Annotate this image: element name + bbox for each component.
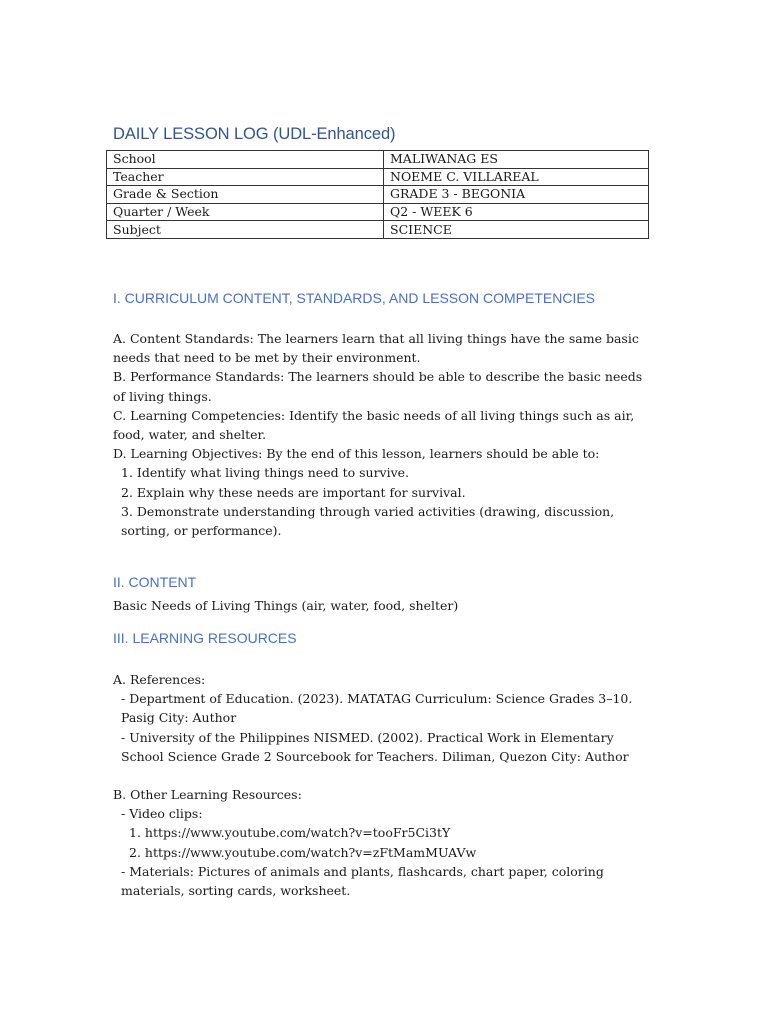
lesson-info-table: [106, 150, 649, 239]
video-link[interactable]: 1. https://www.youtube.com/watch?v=tooFr5Ci3tY: [129, 825, 451, 841]
table-row: [107, 221, 649, 239]
table-row: [107, 151, 649, 169]
learning-competencies-text: C. Learning Competencies: Identify the basic needs of all living things such as air, food, water, and shelter.: [113, 407, 635, 443]
info-label: Quarter / Week: [107, 203, 384, 221]
info-value: MALIWANAG ES: [384, 151, 649, 169]
video-link[interactable]: 2. https://www.youtube.com/watch?v=zFtMamMUAVw: [129, 844, 477, 860]
other-resources-block: [113, 785, 653, 900]
info-value: Q2 - WEEK 6: [384, 203, 649, 221]
info-label: Grade & Section: [107, 186, 384, 204]
learning-objectives-intro: D. Learning Objectives: By the end of this lesson, learners should be able to:: [113, 446, 600, 462]
content-section-body: [113, 596, 653, 615]
references-block: [113, 670, 653, 766]
info-value: GRADE 3 - BEGONIA: [384, 186, 649, 204]
table-row: [107, 203, 649, 221]
reference-item: - University of the Philippines NISMED. (2002). Practical Work in Elementary School Science Grade 2 Sourcebook for Teachers. Diliman, Quezon City: Author: [121, 729, 629, 764]
objective-item: 3. Demonstrate understanding through varied activities (drawing, discussion, sorting, or performance).: [121, 503, 615, 539]
other-resources-label: B. Other Learning Resources:: [113, 787, 302, 802]
document-title: DAILY LESSON LOG (UDL-Enhanced): [113, 125, 396, 143]
section-heading-learning-resources: III. LEARNING RESOURCES: [113, 630, 297, 646]
section-heading-content: II. CONTENT: [113, 574, 197, 590]
info-value: NOEME C. VILLAREAL: [384, 168, 649, 186]
info-label: Teacher: [107, 168, 384, 186]
table-row: [107, 186, 649, 204]
performance-standards-text: B. Performance Standards: The learners should be able to describe the basic needs of living things.: [113, 369, 643, 404]
materials-text: - Materials: Pictures of animals and plants, flashcards, chart paper, coloring materials, sorting cards, worksheet.: [121, 863, 604, 899]
curriculum-section-body: [113, 329, 653, 540]
info-label: School: [107, 151, 384, 169]
references-label: A. References:: [113, 672, 206, 687]
objective-item: 1. Identify what living things need to survive.: [121, 465, 410, 481]
info-value: SCIENCE: [384, 221, 649, 239]
section-heading-curriculum: I. CURRICULUM CONTENT, STANDARDS, AND LESSON COMPETENCIES: [113, 290, 596, 306]
table-row: [107, 168, 649, 186]
content-topic-text: Basic Needs of Living Things (air, water, food, shelter): [113, 598, 459, 613]
video-clips-label: - Video clips:: [121, 806, 203, 822]
content-standards-text: A. Content Standards: The learners learn that all living things have the same basic needs that need to be met by their environment.: [113, 331, 639, 366]
info-label: Subject: [107, 221, 384, 239]
reference-item: - Department of Education. (2023). MATATAG Curriculum: Science Grades 3–10. Pasig City: Author: [121, 691, 633, 726]
objective-item: 2. Explain why these needs are important for survival.: [121, 484, 466, 500]
